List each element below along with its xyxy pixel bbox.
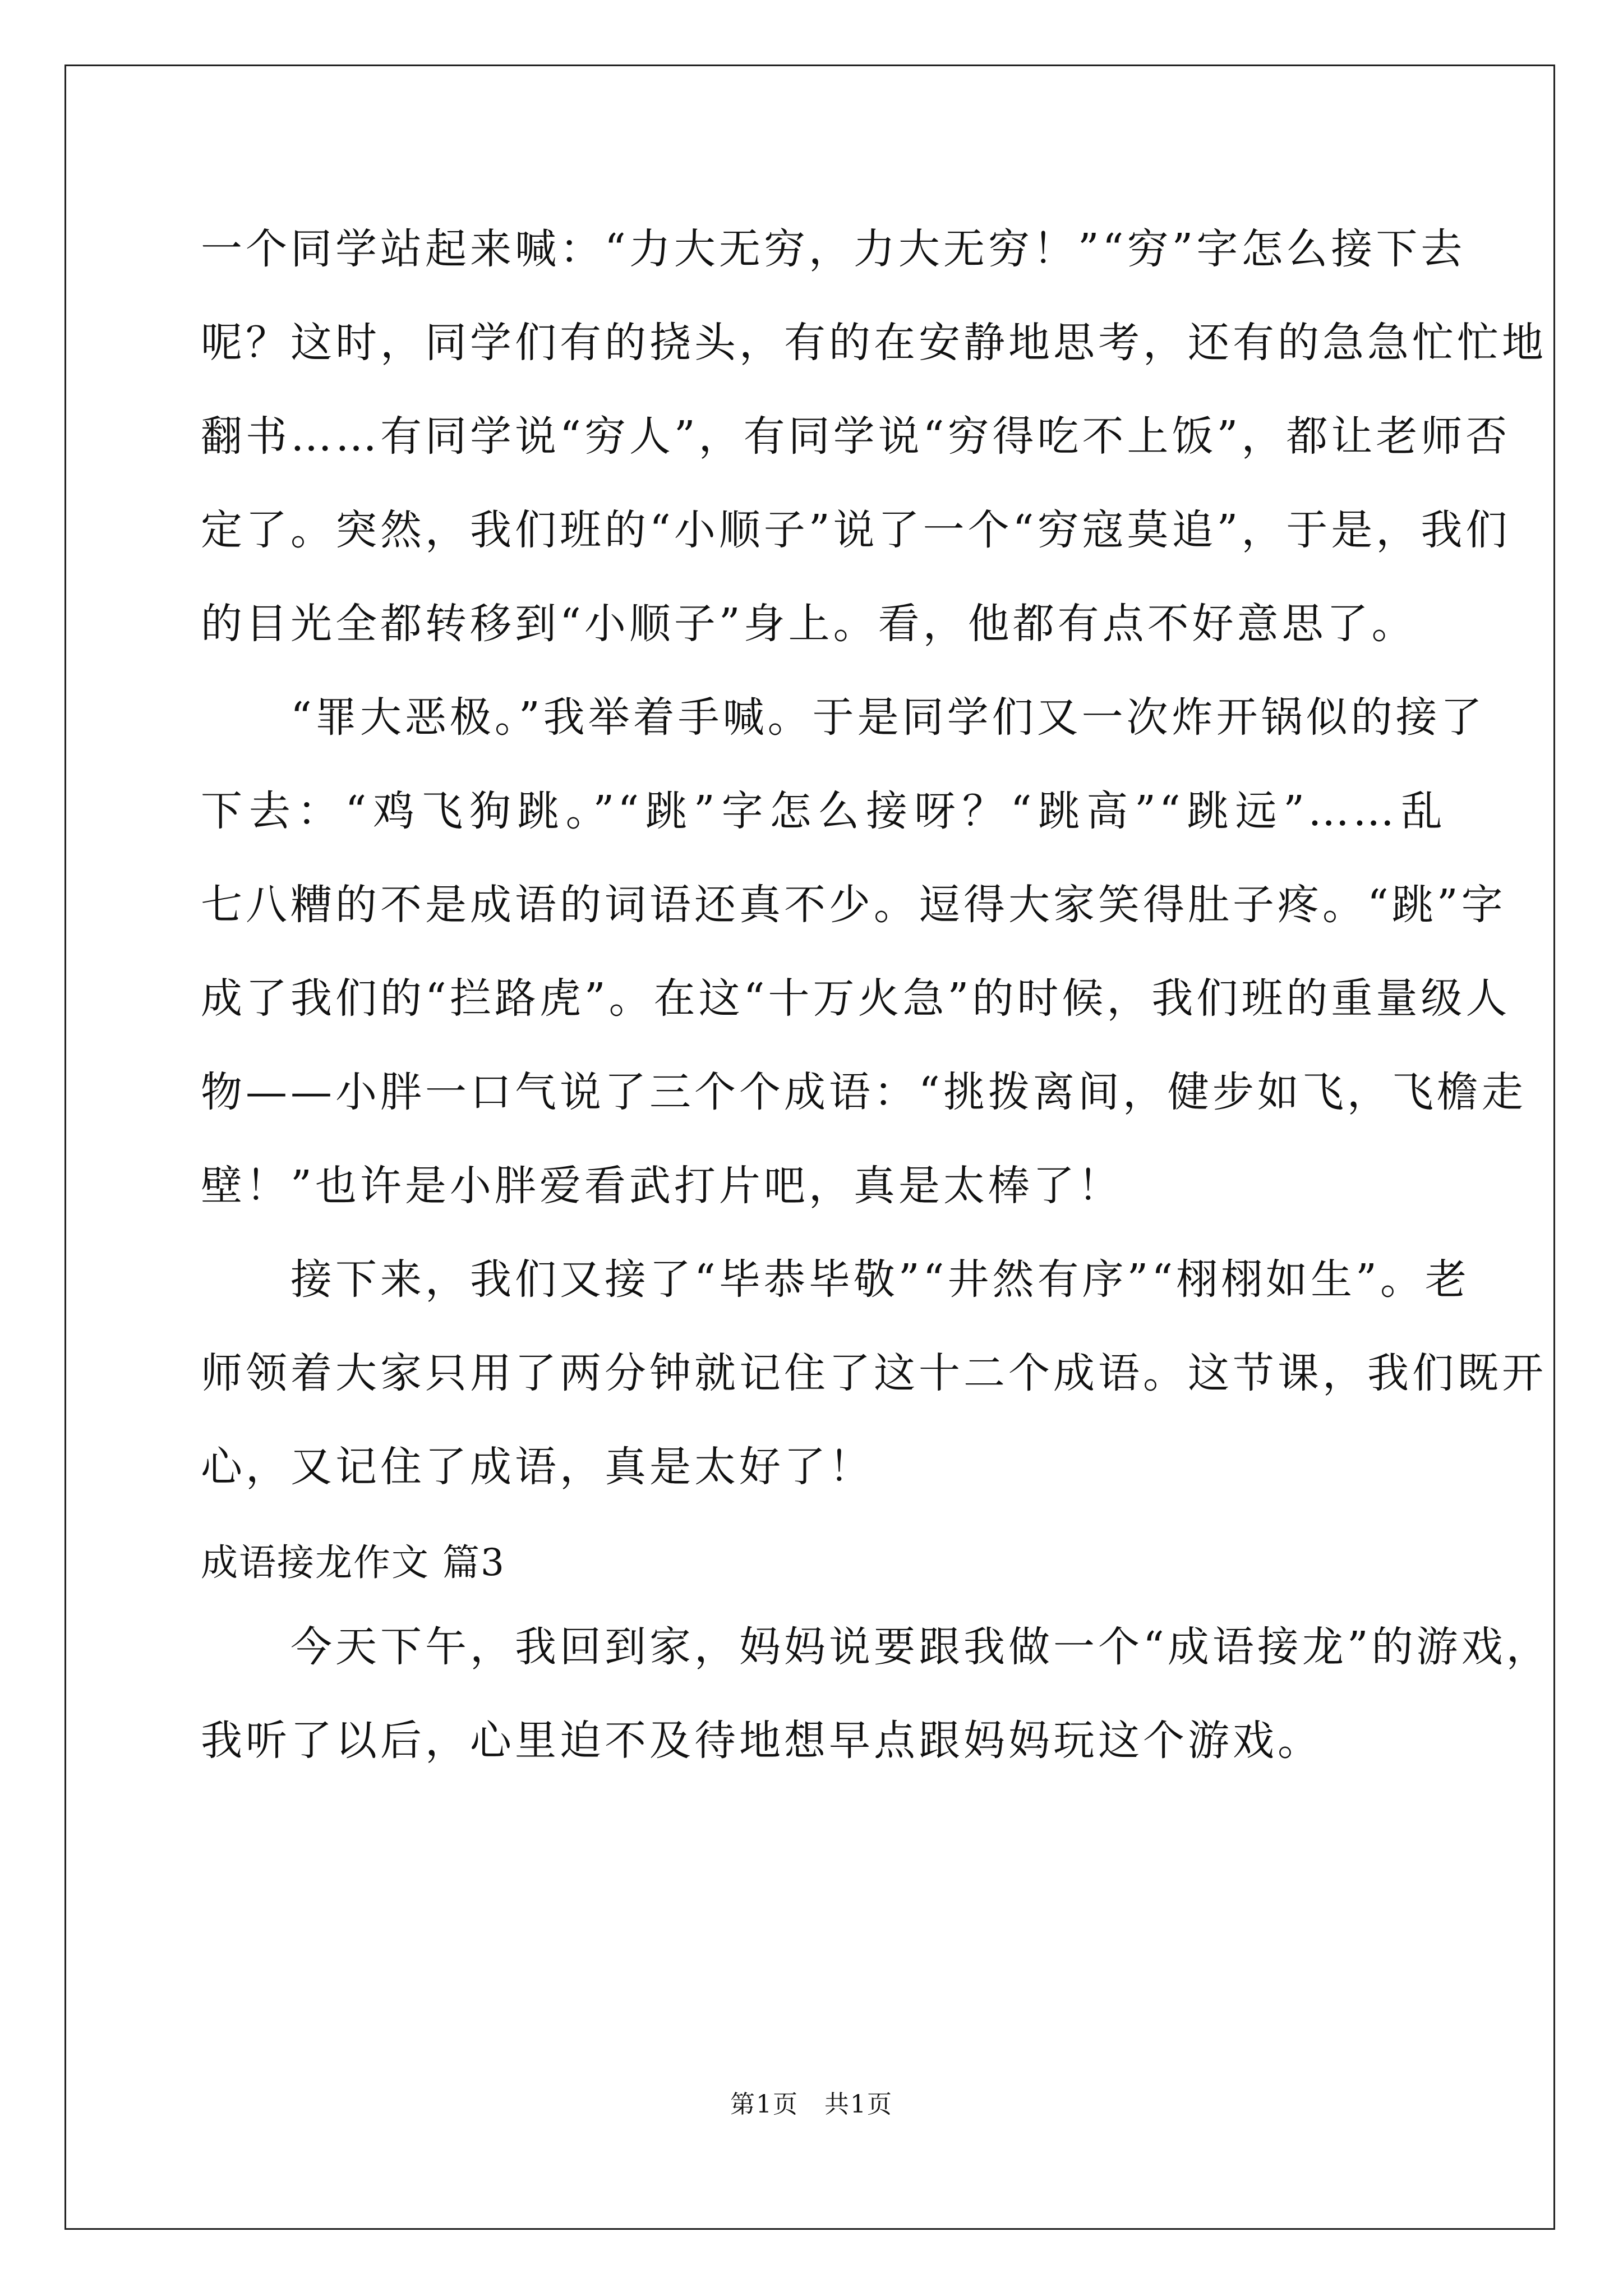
section-heading: 成语接龙作文 篇3 [201,1541,505,1584]
body-text-line: “罪大恶极。”我举着手喊。于是同学们又一次炸开锅似的接了 [201,693,1486,742]
body-text-line: 接下来，我们又接了“毕恭毕敬”“井然有序”“栩栩如生”。老 [201,1255,1470,1304]
body-text-line: 成了我们的“拦路虎”。在这“十万火急”的时候，我们班的重量级人 [201,974,1511,1023]
body-text-line: 壁！”也许是小胖爱看武打片吧，真是太棒了！ [201,1162,1123,1210]
body-text-line: 的目光全都转移到“小顺子”身上。看，他都有点不好意思了。 [201,600,1417,648]
body-text-line: 一个同学站起来喊：“力大无穷，力大无穷！”“穷”字怎么接下去 [201,225,1466,273]
page-footer: 第1页 共1页 [730,2090,893,2119]
body-text-line: 翻书……有同学说“穷人”，有同学说“穷得吃不上饭”，都让老师否 [201,412,1511,461]
body-text-line: 七八糟的不是成语的词语还真不少。逗得大家笑得肚子疼。“跳”字 [201,881,1506,929]
body-text-line: 物——小胖一口气说了三个个成语：“挑拨离间，健步如飞，飞檐走 [201,1068,1527,1116]
body-text-line: 下去：“鸡飞狗跳。”“跳”字怎么接呀？“跳高”“跳远”……乱 [201,787,1446,835]
body-text-line: 心，又记住了成语，真是太好了！ [201,1443,874,1491]
body-text-line: 我听了以后，心里迫不及待地想早点跟妈妈玩这个游戏。 [201,1717,1322,1765]
body-text-line: 师领着大家只用了两分钟就记住了这十二个成语。这节课，我们既开 [201,1349,1547,1397]
body-text-line: 呢？这时，同学们有的挠头，有的在安静地思考，还有的急急忙忙地 [201,319,1547,367]
page-border [64,65,1555,2230]
body-text-line: 定了。突然，我们班的“小顺子”说了一个“穷寇莫追”，于是，我们 [201,506,1511,554]
body-text-line: 今天下午，我回到家，妈妈说要跟我做一个“成语接龙”的游戏， [201,1623,1551,1671]
